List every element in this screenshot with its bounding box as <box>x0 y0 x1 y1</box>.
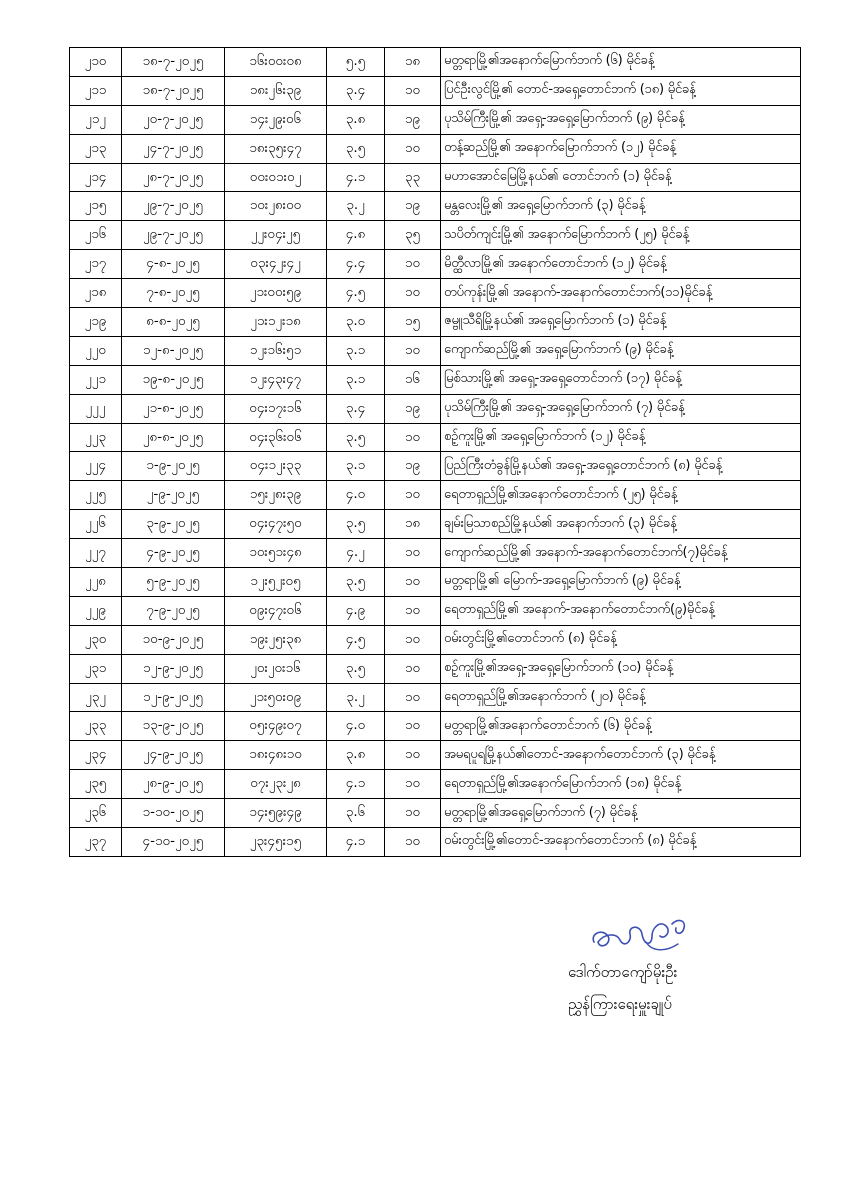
depth-cell: ၁၉ <box>385 105 441 134</box>
location-cell: စဉ့်ကူးမြို့၏အရှေ့-အရှေ့မြောက်ဘက် (၁၀) မိုင်ခန့် <box>441 654 801 683</box>
event-number-cell: ၂၁၉ <box>70 308 122 337</box>
table-row <box>70 105 801 134</box>
magnitude-cell: ၃.၈ <box>327 741 385 770</box>
location-cell: ကျောက်ဆည်မြို့၏ အနောက်-အနောက်တောင်ဘက်(၇)မိုင်ခန့် <box>441 539 801 568</box>
magnitude-cell: ၃.၁ <box>327 452 385 481</box>
table-row <box>70 770 801 799</box>
time-cell: ၁၀း၅၁း၄၈ <box>225 539 327 568</box>
depth-cell: ၁၀ <box>385 481 441 510</box>
location-cell: သပိတ်ကျင်းမြို့၏ အနောက်မြောက်ဘက် (၂၅) မိုင်ခန့် <box>441 221 801 250</box>
table-row <box>70 192 801 221</box>
depth-cell: ၁၀ <box>385 539 441 568</box>
location-cell: ပြည်ကြီးတံခွန်မြို့နယ်၏ အရှေ့-အရှေ့တောင်ဘက် (၈) မိုင်ခန့် <box>441 452 801 481</box>
table-row <box>70 336 801 365</box>
magnitude-cell: ၃.၄ <box>327 76 385 105</box>
location-cell: မိတ္ထီလာမြို့၏ အနောက်တောင်ဘက် (၁၂) မိုင်ခန့် <box>441 250 801 279</box>
depth-cell: ၁၀ <box>385 250 441 279</box>
date-cell: ၁၂-၉-၂၀၂၅ <box>122 683 225 712</box>
magnitude-cell: ၅.၅ <box>327 48 385 77</box>
event-number-cell: ၂၁၆ <box>70 221 122 250</box>
time-cell: ၁၂း၁၆း၅၁ <box>225 336 327 365</box>
table-row <box>70 365 801 394</box>
date-cell: ၂-၉-၂၀၂၅ <box>122 481 225 510</box>
event-number-cell: ၂၂၈ <box>70 568 122 597</box>
magnitude-cell: ၃.၈ <box>327 105 385 134</box>
depth-cell: ၁၀ <box>385 423 441 452</box>
table-row <box>70 134 801 163</box>
event-number-cell: ၂၁၀ <box>70 48 122 77</box>
earthquake-table-body <box>70 48 801 857</box>
event-number-cell: ၂၃၄ <box>70 741 122 770</box>
magnitude-cell: ၃.၅ <box>327 510 385 539</box>
event-number-cell: ၂၁၇ <box>70 250 122 279</box>
magnitude-cell: ၃.၅ <box>327 654 385 683</box>
depth-cell: ၁၀ <box>385 828 441 857</box>
date-cell: ၁၉-၈-၂၀၂၅ <box>122 365 225 394</box>
depth-cell: ၁၀ <box>385 654 441 683</box>
event-number-cell: ၂၃၆ <box>70 799 122 828</box>
depth-cell: ၁၉ <box>385 192 441 221</box>
event-number-cell: ၂၂၅ <box>70 481 122 510</box>
depth-cell: ၁၀ <box>385 625 441 654</box>
magnitude-cell: ၃.၅ <box>327 134 385 163</box>
magnitude-cell: ၃.၅ <box>327 568 385 597</box>
magnitude-cell: ၄.၉ <box>327 596 385 625</box>
date-cell: ၂၀-၇-၂၀၂၅ <box>122 105 225 134</box>
time-cell: ၀၉း၄၇း၀၆ <box>225 596 327 625</box>
location-cell: ရေတာရှည်မြို့၏အနောက်ဘက် (၂၀) မိုင်ခန့် <box>441 683 801 712</box>
time-cell: ၀၃း၄၂း၄၂ <box>225 250 327 279</box>
event-number-cell: ၂၁၁ <box>70 76 122 105</box>
depth-cell: ၁၀ <box>385 596 441 625</box>
date-cell: ၈-၈-၂၀၂၅ <box>122 308 225 337</box>
location-cell: တပ်ကုန်းမြို့၏ အနောက်-အနောက်တောင်ဘက်(၁၁)မိုင်ခန့် <box>441 279 801 308</box>
table-row <box>70 568 801 597</box>
date-cell: ၃-၉-၂၀၂၅ <box>122 510 225 539</box>
location-cell: ပုသိမ်ကြီးမြို့၏ အရှေ့-အရှေ့မြောက်ဘက် (၉) မိုင်ခန့် <box>441 105 801 134</box>
depth-cell: ၁၀ <box>385 134 441 163</box>
event-number-cell: ၂၃၅ <box>70 770 122 799</box>
table-row <box>70 625 801 654</box>
magnitude-cell: ၃.၂ <box>327 683 385 712</box>
date-cell: ၄-၉-၂၀၂၅ <box>122 539 225 568</box>
magnitude-cell: ၄.၁ <box>327 163 385 192</box>
depth-cell: ၁၀ <box>385 76 441 105</box>
table-row <box>70 308 801 337</box>
magnitude-cell: ၄.၁ <box>327 770 385 799</box>
date-cell: ၂၈-၉-၂၀၂၅ <box>122 770 225 799</box>
date-cell: ၂၁-၈-၂၀၂၅ <box>122 394 225 423</box>
magnitude-cell: ၄.၄ <box>327 250 385 279</box>
date-cell: ၂၉-၇-၂၀၂၅ <box>122 192 225 221</box>
signatory-title: ညွှန်ကြားရေးမှူးချုပ် <box>568 995 672 1013</box>
time-cell: ၁၀း၂၈း၀၀ <box>225 192 327 221</box>
time-cell: ၁၈း၄၈း၁၀ <box>225 741 327 770</box>
magnitude-cell: ၄.၂ <box>327 539 385 568</box>
date-cell: ၁-၁၀-၂၀၂၅ <box>122 799 225 828</box>
table-row <box>70 250 801 279</box>
depth-cell: ၁၆ <box>385 365 441 394</box>
date-cell: ၁၂-၈-၂၀၂၅ <box>122 336 225 365</box>
table-row <box>70 510 801 539</box>
time-cell: ၁၆း၀၀း၀၈ <box>225 48 327 77</box>
location-cell: မဟာအောင်မြေမြို့နယ်၏ တောင်ဘက် (၁) မိုင်ခန့် <box>441 163 801 192</box>
table-row <box>70 741 801 770</box>
date-cell: ၂၄-၇-၂၀၂၅ <box>122 134 225 163</box>
location-cell: ရေတာရှည်မြို့၏အနောက်တောင်ဘက် (၂၅) မိုင်ခန့် <box>441 481 801 510</box>
time-cell: ၀၇း၂၃း၂၈ <box>225 770 327 799</box>
date-cell: ၄-၁၀-၂၀၂၅ <box>122 828 225 857</box>
location-cell: မန္တလေးမြို့၏ အရှေ့မြောက်ဘက် (၃) မိုင်ခန့် <box>441 192 801 221</box>
magnitude-cell: ၄.၅ <box>327 279 385 308</box>
time-cell: ၂၁း၁၂း၁၈ <box>225 308 327 337</box>
location-cell: ရေတာရှည်မြို့၏အနောက်မြောက်ဘက် (၁၈) မိုင်ခန့် <box>441 770 801 799</box>
location-cell: ရေတာရှည်မြို့၏ အနောက်-အနောက်တောင်ဘက်(၉)မိုင်ခန့် <box>441 596 801 625</box>
signature-mark <box>586 912 696 962</box>
location-cell: ဝမ်းတွင်းမြို့၏တောင်-အနောက်တောင်ဘက် (၈) မိုင်ခန့် <box>441 828 801 857</box>
event-number-cell: ၂၂၂ <box>70 394 122 423</box>
date-cell: ၁၈-၇-၂၀၂၅ <box>122 76 225 105</box>
time-cell: ၂၁း၀၀း၅၉ <box>225 279 327 308</box>
table-row <box>70 221 801 250</box>
location-cell: ချမ်းမြသာစည်မြို့နယ်၏ အနောက်ဘက် (၃) မိုင်ခန့် <box>441 510 801 539</box>
table-row <box>70 279 801 308</box>
magnitude-cell: ၃.၆ <box>327 799 385 828</box>
location-cell: ကျောက်ဆည်မြို့၏ အရှေ့မြောက်ဘက် (၉) မိုင်ခန့် <box>441 336 801 365</box>
depth-cell: ၃၅ <box>385 221 441 250</box>
location-cell: မတ္တရာမြို့၏အနောက်တောင်ဘက် (၆) မိုင်ခန့် <box>441 712 801 741</box>
depth-cell: ၁၀ <box>385 770 441 799</box>
table-row <box>70 712 801 741</box>
date-cell: ၇-၈-၂၀၂၅ <box>122 279 225 308</box>
location-cell: စဉ့်ကူးမြို့၏ အရှေ့မြောက်ဘက် (၁၂) မိုင်ခန့် <box>441 423 801 452</box>
time-cell: ၁၄း၅၉း၄၉ <box>225 799 327 828</box>
location-cell: ပြင်ဦးလွင်မြို့၏ တောင်-အရှေ့တောင်ဘက် (၁၈) မိုင်ခန့် <box>441 76 801 105</box>
event-number-cell: ၂၃၇ <box>70 828 122 857</box>
magnitude-cell: ၃.၁ <box>327 336 385 365</box>
date-cell: ၂၈-၇-၂၀၂၅ <box>122 163 225 192</box>
date-cell: ၁၀-၉-၂၀၂၅ <box>122 625 225 654</box>
earthquake-table <box>69 47 801 857</box>
date-cell: ၂၉-၇-၂၀၂၅ <box>122 221 225 250</box>
depth-cell: ၁၀ <box>385 683 441 712</box>
magnitude-cell: ၃.၂ <box>327 192 385 221</box>
event-number-cell: ၂၁၂ <box>70 105 122 134</box>
table-row <box>70 394 801 423</box>
event-number-cell: ၂၁၃ <box>70 134 122 163</box>
location-cell: ဇမ္ဗူသီရိမြို့နယ်၏ အရှေ့မြောက်ဘက် (၁) မိုင်ခန့် <box>441 308 801 337</box>
depth-cell: ၁၈ <box>385 510 441 539</box>
location-cell: ပုသိမ်ကြီးမြို့၏ အရှေ့-အရှေ့မြောက်ဘက် (၇) မိုင်ခန့် <box>441 394 801 423</box>
location-cell: တန့်ဆည်မြို့၏ အနောက်မြောက်ဘက် (၁၂) မိုင်ခန့် <box>441 134 801 163</box>
magnitude-cell: ၄.၀ <box>327 481 385 510</box>
event-number-cell: ၂၃၃ <box>70 712 122 741</box>
table-row <box>70 452 801 481</box>
location-cell: မတ္တရာမြို့၏အရှေ့မြောက်ဘက် (၇) မိုင်ခန့် <box>441 799 801 828</box>
magnitude-cell: ၃.၄ <box>327 394 385 423</box>
event-number-cell: ၂၁၈ <box>70 279 122 308</box>
depth-cell: ၁၅ <box>385 308 441 337</box>
time-cell: ၂၂း၀၄း၂၅ <box>225 221 327 250</box>
event-number-cell: ၂၁၅ <box>70 192 122 221</box>
time-cell: ၀၀း၀၁း၀၂ <box>225 163 327 192</box>
magnitude-cell: ၃.၅ <box>327 423 385 452</box>
event-number-cell: ၂၂၀ <box>70 336 122 365</box>
depth-cell: ၁၈ <box>385 48 441 77</box>
date-cell: ၁-၉-၂၀၂၅ <box>122 452 225 481</box>
event-number-cell: ၂၃၂ <box>70 683 122 712</box>
depth-cell: ၁၀ <box>385 279 441 308</box>
date-cell: ၁၃-၉-၂၀၂၅ <box>122 712 225 741</box>
time-cell: ၀၄း၄၇း၅၀ <box>225 510 327 539</box>
magnitude-cell: ၄.၈ <box>327 221 385 250</box>
table-row <box>70 596 801 625</box>
location-cell: မြစ်သားမြို့၏ အရှေ့-အရှေ့တောင်ဘက် (၁၇) မိုင်ခန့် <box>441 365 801 394</box>
location-cell: ဝမ်းတွင်းမြို့၏တောင်ဘက် (၈) မိုင်ခန့် <box>441 625 801 654</box>
table-row <box>70 76 801 105</box>
table-row <box>70 423 801 452</box>
depth-cell: ၁၀ <box>385 568 441 597</box>
date-cell: ၅-၉-၂၀၂၅ <box>122 568 225 597</box>
date-cell: ၁၂-၉-၂၀၂၅ <box>122 654 225 683</box>
event-number-cell: ၂၃၀ <box>70 625 122 654</box>
time-cell: ၀၅း၄၉း၀၇ <box>225 712 327 741</box>
magnitude-cell: ၄.၁ <box>327 828 385 857</box>
signatory-name: ဒေါက်တာကျော်မိုးဦး <box>568 963 678 981</box>
location-cell: မတ္တရာမြို့၏ မြောက်-အရှေ့မြောက်ဘက် (၉) မိုင်ခန့် <box>441 568 801 597</box>
event-number-cell: ၂၂၉ <box>70 596 122 625</box>
depth-cell: ၃၃ <box>385 163 441 192</box>
date-cell: ၄-၈-၂၀၂၅ <box>122 250 225 279</box>
location-cell: မတ္တရာမြို့၏အနောက်မြောက်ဘက် (၆) မိုင်ခန့် <box>441 48 801 77</box>
magnitude-cell: ၄.၅ <box>327 625 385 654</box>
time-cell: ၀၄း၁၇း၁၆ <box>225 394 327 423</box>
date-cell: ၁၈-၇-၂၀၂၅ <box>122 48 225 77</box>
magnitude-cell: ၄.၀ <box>327 712 385 741</box>
table-row <box>70 683 801 712</box>
table-row <box>70 48 801 77</box>
event-number-cell: ၂၃၁ <box>70 654 122 683</box>
time-cell: ၀၄း၃၆း၀၆ <box>225 423 327 452</box>
table-row <box>70 539 801 568</box>
time-cell: ၁၄း၂၉း၀၆ <box>225 105 327 134</box>
event-number-cell: ၂၂၁ <box>70 365 122 394</box>
location-cell: အမရပူရမြို့နယ်၏တောင်-အနောက်တောင်ဘက် (၃) မိုင်ခန့် <box>441 741 801 770</box>
table-row <box>70 481 801 510</box>
time-cell: ၁၅း၂၈း၃၉ <box>225 481 327 510</box>
time-cell: ၂၃း၄၅း၁၅ <box>225 828 327 857</box>
event-number-cell: ၂၁၄ <box>70 163 122 192</box>
time-cell: ၁၂း၅၂း၀၅ <box>225 568 327 597</box>
depth-cell: ၁၀ <box>385 712 441 741</box>
depth-cell: ၁၉ <box>385 452 441 481</box>
event-number-cell: ၂၂၆ <box>70 510 122 539</box>
event-number-cell: ၂၂၇ <box>70 539 122 568</box>
time-cell: ၂၁း၅၀း၀၉ <box>225 683 327 712</box>
magnitude-cell: ၃.၀ <box>327 308 385 337</box>
time-cell: ၁၂း၄၃း၄၇ <box>225 365 327 394</box>
magnitude-cell: ၃.၁ <box>327 365 385 394</box>
date-cell: ၂၈-၈-၂၀၂၅ <box>122 423 225 452</box>
time-cell: ၀၄း၁၂း၃၃ <box>225 452 327 481</box>
time-cell: ၂၀း၂၀း၁၆ <box>225 654 327 683</box>
table-row <box>70 799 801 828</box>
depth-cell: ၁၀ <box>385 799 441 828</box>
date-cell: ၂၄-၉-၂၀၂၅ <box>122 741 225 770</box>
depth-cell: ၁၀ <box>385 741 441 770</box>
depth-cell: ၁၀ <box>385 336 441 365</box>
date-cell: ၇-၉-၂၀၂၅ <box>122 596 225 625</box>
time-cell: ၁၈း၃၅း၄၇ <box>225 134 327 163</box>
table-row <box>70 828 801 857</box>
time-cell: ၁၈း၂၆း၃၉ <box>225 76 327 105</box>
time-cell: ၁၉း၂၅း၃၈ <box>225 625 327 654</box>
event-number-cell: ၂၂၄ <box>70 452 122 481</box>
event-number-cell: ၂၂၃ <box>70 423 122 452</box>
table-row <box>70 163 801 192</box>
table-row <box>70 654 801 683</box>
depth-cell: ၁၉ <box>385 394 441 423</box>
